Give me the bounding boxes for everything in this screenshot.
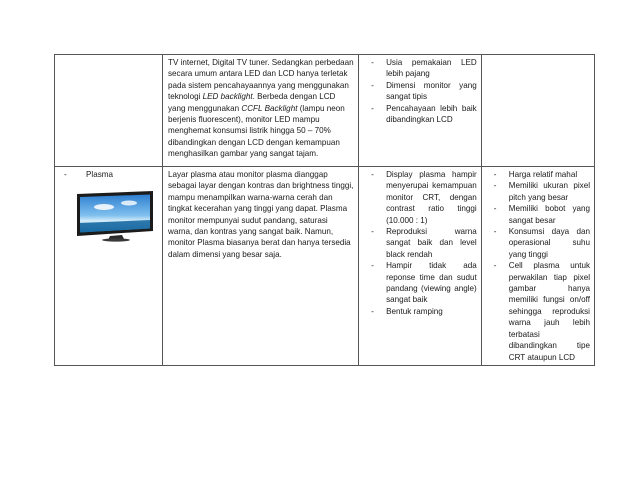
type-cell: [55, 55, 163, 167]
type-cell: [55, 167, 163, 366]
list-item: - Cell plasma untuk perwakilan tiap pixel gambar hanya memiliki fungsi on/off sehingga reproduksi warna jauh lebih terbatasi dibandingkan tipe CRT ataupun LCD: [487, 260, 590, 363]
list-item: - Konsumsi daya dan operasional suhu yang tinggi: [487, 226, 590, 260]
description-cell: [163, 167, 359, 366]
plasma-tv-image: [74, 190, 156, 242]
dash-marker: -: [64, 170, 67, 179]
advantages-cell: [359, 167, 482, 366]
type-label-text: Plasma: [86, 170, 113, 179]
advantages-list: [364, 57, 477, 125]
list-item: - Display plasma hampir menyerupai kemampuan monitor CRT, dengan contrast ratio tinggi (10.000 : 1): [364, 169, 477, 226]
list-item: - Harga relatif mahal: [487, 169, 590, 180]
description-text: TV internet, Digital TV tuner. Sedangkan perbedaan secara umum antara LED dan LCD hanya terletak pada sistem pencahayaannya yang menggunakan teknologi LED backlight. Berbeda dengan LCD yang menggunakan CCFL Backlight (lampu neon berjenis fluorescent), monitor LED mampu menghemat konsumsi listrik hingga 50 – 70% dibandingkan dengan LCD dengan kemampuan menghasilkan gambar yang sangat tajam.: [168, 58, 354, 159]
table-row: [55, 55, 595, 167]
list-item: - Bentuk ramping: [364, 306, 477, 317]
advantages-list: [364, 169, 477, 317]
list-item: - Memiliki bobot yang sangat besar: [487, 203, 590, 226]
disadvantages-cell: [481, 167, 594, 366]
list-item: - Memiliki ukuran pixel pitch yang besar: [487, 180, 590, 203]
table-row: [55, 167, 595, 366]
disadvantages-list: [487, 169, 590, 363]
list-item: - Usia pemakaian LED lebih pajang: [364, 57, 477, 80]
description-cell: [163, 55, 359, 167]
list-item: - Hampir tidak ada reponse time dan sudut pandang (viewing angle) sangat baik: [364, 260, 477, 306]
list-item: - Reproduksi warna sangat baik dan level black rendah: [364, 226, 477, 260]
description-text: Layar plasma atau monitor plasma dianggap sebagai layar dengan kontras dan brightness tinggi, mampu menampilkan warna-warna cerah dan tingkat kecerahan yang tinggi yang dapat. Plasma monitor mempunyai sudut pandang, saturasi warna, dan kontras yang sangat baik. Namun, monitor Plasma biasanya berat dan hanya tersedia dalam dimensi yang besar saja.: [168, 170, 354, 259]
list-item: - Pencahayaan lebih baik dibandingkan LCD: [364, 103, 477, 126]
comparison-table: [54, 54, 595, 366]
disadvantages-cell: [481, 55, 594, 167]
type-label: [60, 169, 158, 180]
advantages-cell: [359, 55, 482, 167]
list-item: - Dimensi monitor yang sangat tipis: [364, 80, 477, 103]
plasma-tv-icon: [74, 190, 156, 242]
